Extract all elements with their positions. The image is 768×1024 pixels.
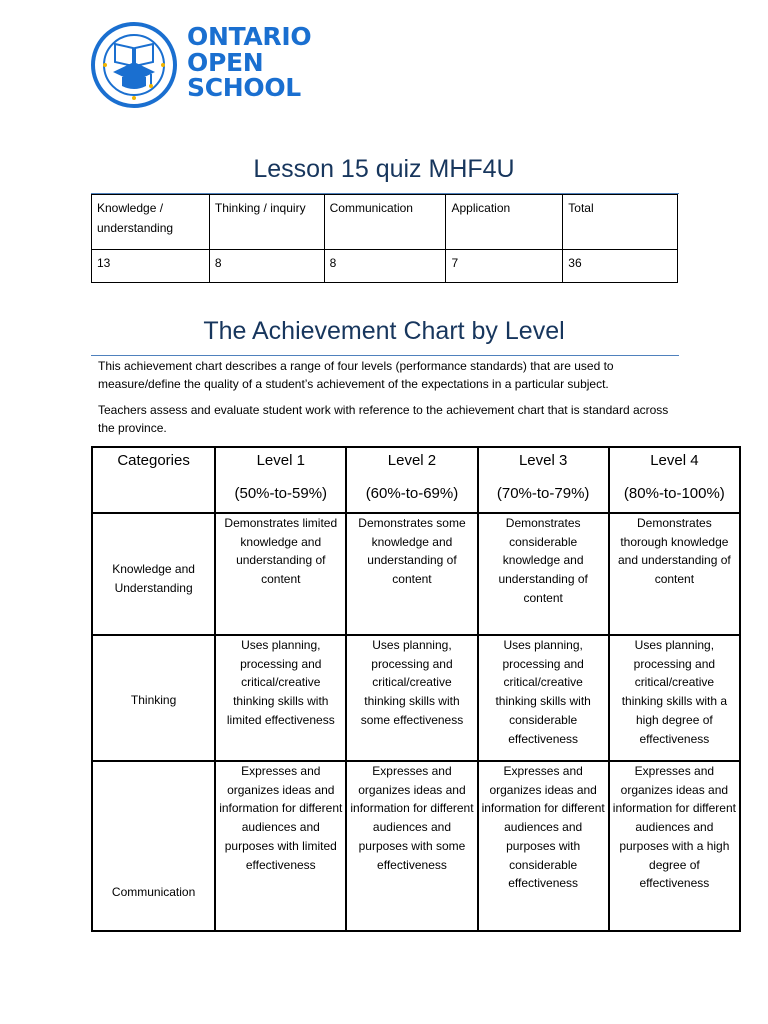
level-range: (80%-to-100%) [623, 485, 725, 502]
achievement-row-communication [92, 761, 740, 931]
categories-header [92, 447, 215, 513]
descriptor-cell: Expresses and organizes ideas and information for different audiences and purposes with a high degree of effectiveness [609, 761, 740, 931]
level-name: Level 2 [387, 452, 437, 469]
descriptor-cell: Demonstrates some knowledge and understanding of content [346, 513, 477, 635]
categories-header-label: Categories [117, 452, 190, 469]
level-header [215, 447, 346, 513]
level-range: (50%-to-59%) [234, 485, 328, 502]
descriptor-cell: Demonstrates considerable knowledge and understanding of content [478, 513, 609, 635]
quiz-title: Lesson 15 quiz MHF4U [253, 155, 515, 183]
score-value-cell: 13 [92, 250, 210, 283]
score-value-cell: 8 [324, 250, 446, 283]
category-cell: Knowledge and Understanding [92, 513, 215, 635]
chart-description-paragraph: This achievement chart describes a range of four levels (performance standards) that are used to measure/define the quality of a student’s achievement of the expectations in a particular subject. [98, 359, 614, 391]
achievement-header-row [92, 447, 740, 513]
score-header-row [92, 195, 678, 250]
level-name: Level 4 [650, 452, 699, 469]
category-cell: Communication [92, 761, 215, 931]
level-header [346, 447, 477, 513]
score-table [91, 194, 678, 283]
level-range: (70%-to-79%) [496, 485, 590, 502]
descriptor-cell: Expresses and organizes ideas and information for different audiences and purposes with considerable effectiveness [478, 761, 609, 931]
chart-title-rule [91, 355, 679, 356]
category-cell: Thinking [92, 635, 215, 761]
score-header-cell: Knowledge / understanding [92, 195, 210, 250]
logo-wordmark [187, 24, 311, 101]
achievement-row-knowledge [92, 513, 740, 635]
level-range: (60%-to-69%) [365, 485, 459, 502]
score-value-cell: 8 [209, 250, 324, 283]
score-value-row [92, 250, 678, 283]
score-header-cell: Total [563, 195, 678, 250]
achievement-table [91, 446, 741, 932]
level-header [609, 447, 740, 513]
level-name: Level 3 [518, 452, 568, 469]
descriptor-cell: Demonstrates thorough knowledge and understanding of content [609, 513, 740, 635]
logo-line-3: SCHOOL [187, 73, 301, 102]
descriptor-cell: Demonstrates limited knowledge and understanding of content [215, 513, 346, 635]
achievement-chart-title: The Achievement Chart by Level [203, 317, 565, 345]
school-seal-icon [91, 22, 177, 108]
descriptor-cell: Expresses and organizes ideas and information for different audiences and purposes with limited effectiveness [215, 761, 346, 931]
descriptor-cell: Expresses and organizes ideas and information for different audiences and purposes with some effectiveness [346, 761, 477, 931]
logo-line-2: OPEN [187, 47, 264, 77]
score-value-cell: 7 [446, 250, 563, 283]
logo-line-1: ONTARIO [187, 22, 312, 51]
assessment-paragraph: Teachers assess and evaluate student work with reference to the achievement chart that is standard across the province. [98, 403, 669, 435]
score-header-cell: Communication [324, 195, 446, 250]
score-header-cell: Thinking / inquiry [209, 195, 324, 250]
descriptor-cell: Uses planning, processing and critical/creative thinking skills with considerable effectiveness [478, 635, 609, 761]
descriptor-cell: Uses planning, processing and critical/creative thinking skills with some effectiveness [346, 635, 477, 761]
achievement-row-thinking [92, 635, 740, 761]
descriptor-cell: Uses planning, processing and critical/creative thinking skills with limited effectiveness [215, 635, 346, 761]
score-header-cell: Application [446, 195, 563, 250]
level-name: Level 1 [256, 452, 305, 469]
descriptor-cell: Uses planning, processing and critical/creative thinking skills with a high degree of effectiveness [609, 635, 740, 761]
level-header [478, 447, 609, 513]
score-value-cell: 36 [563, 250, 678, 283]
school-logo [91, 22, 316, 108]
